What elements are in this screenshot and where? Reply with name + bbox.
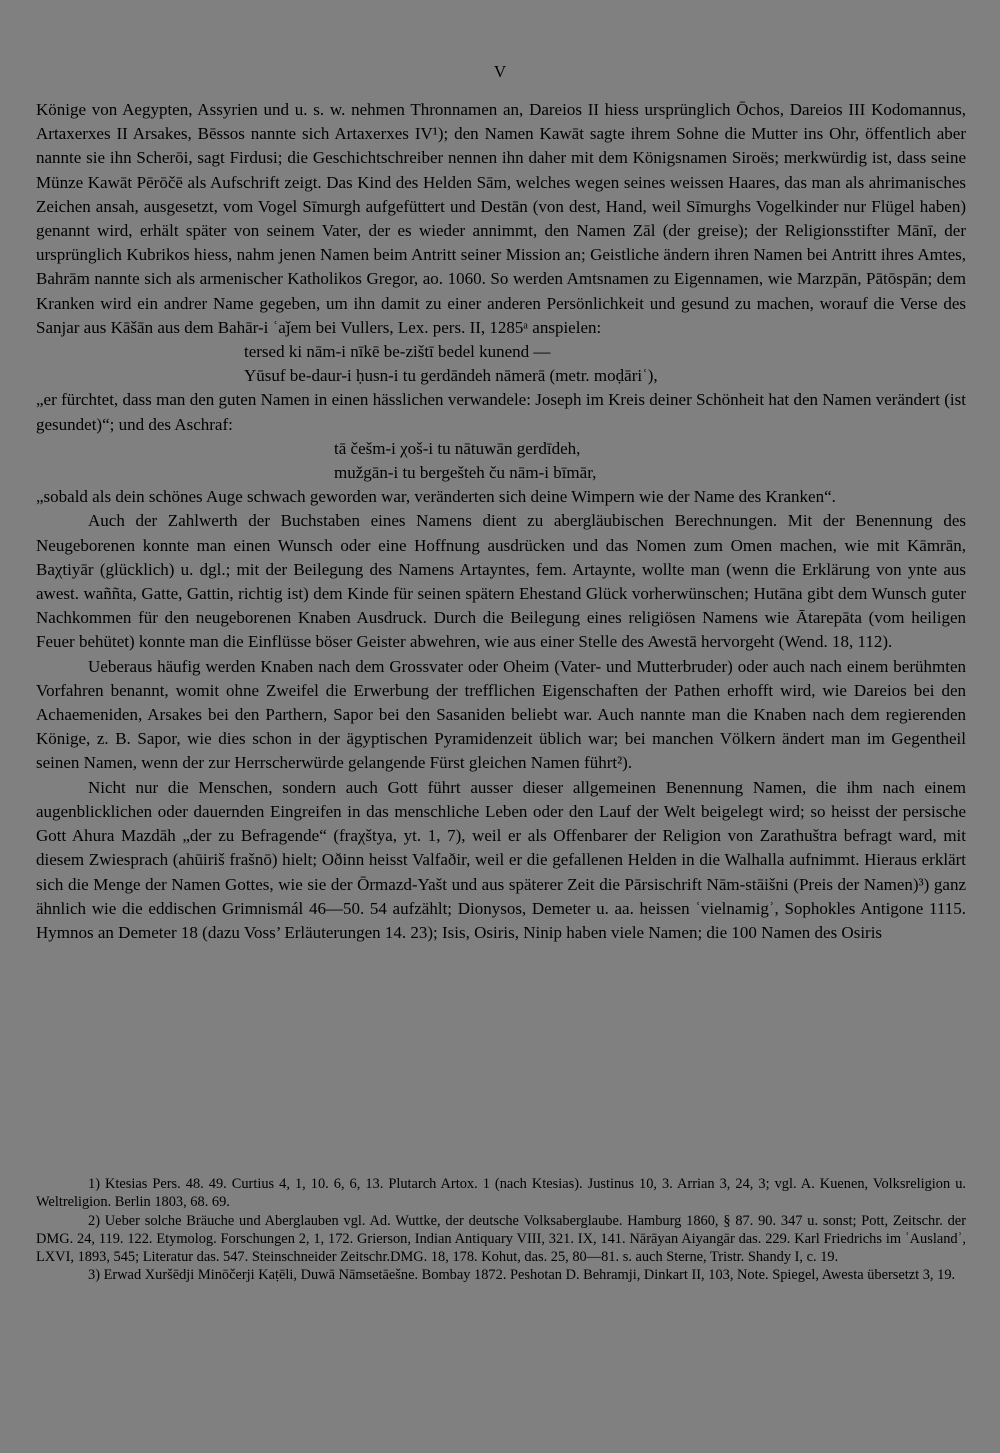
paragraph-grandfather-names: Ueberaus häufig werden Knaben nach dem Grossvater oder Oheim (Vater- und Mutterbruder) oder auch nach einem berühmten Vorfahren benannt, womit ohne Zweifel die Erwerbung der trefflichen Eigenschaften der Pathen erhofft wird, wie Dareios bei den Achaemeniden, Arsakes bei den Parthern, Sapor bei den Sasaniden beliebt war. Auch nannte man die Knaben nach dem regierenden Könige, z. B. Sapor, wie dies schon in der ägyptischen Pyramidenzeit üblich war; bei manchen Völkern ändert man im Gegentheil seinen Namen, wenn der zur Herrscherwürde gelangende Fürst gleichen Namen führt²).: [36, 656, 966, 773]
main-text: [36, 98, 966, 945]
verse-line: Yūsuf be-daur-i ḥusn-i tu gerdāndeh nāmerā (metr. moḍāriʿ),: [244, 366, 658, 386]
verse-line: tā češm-i χoš-i tu nātuwān gerdīdeh,: [334, 438, 581, 458]
footnote-2: 2) Ueber solche Bräuche und Aberglauben vgl. Ad. Wuttke, der deutsche Volksaberglaube. Hamburg 1860, § 87. 90. 347 u. sonst; Pott, Zeitschr. der DMG. 24, 119. 122. Etymolog. Forschungen 2, 1, 172. Grierson, Indian Antiquary VIII, 321. IX, 141. Nārāyan Aiyangār das. 229. Karl Friedrichs im ʿAuslandʾ, LXVI, 1893, 545; Literatur das. 547. Steinschneider Zeitschr.DMG. 18, 178. Kohut, das. 25, 80—81. s. auch Sterne, Tristr. Shandy I, c. 19.: [36, 1212, 966, 1266]
paragraph-numerical-value: Auch der Zahlwerth der Buchstaben eines Namens dient zu abergläubischen Berechnungen. Mit der Benennung des Neugeborenen konnte man einen Wunsch oder eine Hoffnung ausdrücken und das Nomen zum Omen machen, wie mit Kāmrān, Baχtiyār (glücklich) u. dgl.; mit der Beilegung des Namens Artayntes, fem. Artaynte, wollte man (wenn die Erklärung von ynte aus awest. waññta, Gatte, Gattin, richtig ist) dem Kinde für seinen spätern Ehestand Glück vorherwünschen; Hutāna gibt dem Wunsch guter Nachkommen für den neugeborenen Knaben Ausdruck. Durch die Beilegung eines religiösen Namens wie Ātarepāta (vom heiligen Feuer behütet) konnte man die Einflüsse böser Geister abwehren, wie aus einer Stelle des Awestā hervorgeht (Wend. 18, 112).: [36, 511, 966, 652]
footnote-3: 3) Erwad Xuršēdji Minōčerji Kaṭēli, Duwā Nāmsetāešne. Bombay 1872. Peshotan D. Behramji, Dinkart II, 103, Note. Spiegel, Awesta übersetzt 3, 19.: [88, 1267, 956, 1284]
footnotes: [36, 1175, 966, 1285]
paragraph-god-names: Nicht nur die Menschen, sondern auch Gott führt ausser dieser allgemeinen Benennung Namen, die ihm nach einem augenblicklichen oder dauernden Eingreifen in das menschliche Leben oder den Lauf der Welt beigelegt wird; so heisst der persische Gott Ahura Mazdāh „der zu Befragende“ (fraχštya, yt. 1, 7), weil er als Offenbarer der Religion von Zarathuštra befragt ward, mit diesem Zwiesprach (ahūiriš frašnō) hielt; Oðinn heisst Valfaðir, weil er die gefallenen Helden in die Walhalla aufnimmt. Hieraus erklärt sich die Menge der Namen Gottes, wie sie der Ōrmazd-Yašt und aus späterer Zeit die Pārsischrift Nām-stāišni (Preis der Namen)³) ganz ähnlich wie die eddischen Grimnismál 46—50. 54 aufzählt; Dionysos, Demeter u. aa. heissen ʿvielnamigʾ, Sophokles Antigone 1115. Hymnos an Demeter 18 (dazu Voss’ Erläuterungen 14. 23); Isis, Osiris, Ninip haben viele Namen; die 100 Namen des Osiris: [36, 777, 966, 942]
paragraph-verse-translation-2: „sobald als dein schönes Auge schwach geworden war, veränderten sich deine Wimpern wie der Name des Kranken“.: [36, 487, 836, 507]
verse-line: mužgān-i tu bergešteh ču nām-i bīmār,: [334, 463, 597, 483]
verse-line: tersed ki nām-i nīkē be-zištī bedel kunend —: [244, 342, 551, 362]
paragraph-verse-translation: „er fürchtet, dass man den guten Namen in einen hässlichen verwandele: Joseph im Kreis deiner Schönheit hat den Namen verändert (ist gesundet)“; und des Aschraf:: [36, 390, 966, 434]
page-number: V: [493, 62, 507, 81]
paragraph-throne-names: Könige von Aegypten, Assyrien und u. s. w. nehmen Thronnamen an, Dareios II hiess ursprünglich Ōchos, Dareios III Kodomannus, Artaxerxes II Arsakes, Bēssos nannte sich Artaxerxes IV¹); den Namen Kawāt sagte ihrem Sohne die Mutter ins Ohr, öffentlich aber nannte sie ihn Scherōi, sagt Firdusi; die Geschichtschreiber nennen ihn daher mit dem Königsnamen Siroës; merkwürdig ist, dass seine Münze Kawāt Pērōčē als Aufschrift zeigt. Das Kind des Helden Sām, welches wegen seines weissen Haares, das man als ahrimanisches Zeichen ansah, ausgesetzt, vom Vogel Sīmurgh aufgefüttert und Destān (von dest, Hand, weil Sīmurghs Vogelkinder nur Flügel haben) genannt wird, erhält später von seinem Vater, der es wieder annimmt, den Namen Zāl (der greise); der Religionsstifter Mānī, der ursprünglich Kubrikos hiess, nahm jenen Namen beim Antritt seiner Mission an; Geistliche ändern ihren Namen bei Antritt ihres Amtes, Bahrām nannte sich als armenischer Katholikos Gregor, ao. 1060. So werden Amtsnamen zu Eigennamen, wie Marzpān, Pātōspān; dem Kranken wird ein andrer Name gegeben, um ihn damit zu einer anderen Persönlichkeit und gesund zu machen, worauf die Verse des Sanjar aus Kāšān aus dem Bahār-i ʿaǰem bei Vullers, Lex. pers. II, 1285ᵃ anspielen:: [36, 100, 966, 337]
footnote-1: 1) Ktesias Pers. 48. 49. Curtius 4, 1, 10. 6, 6, 13. Plutarch Artox. 1 (nach Ktesias). Justinus 10, 3. Arrian 3, 24, 3; vgl. A. Kuenen, Volksreligion u. Weltreligion. Berlin 1803, 68. 69.: [36, 1176, 966, 1211]
